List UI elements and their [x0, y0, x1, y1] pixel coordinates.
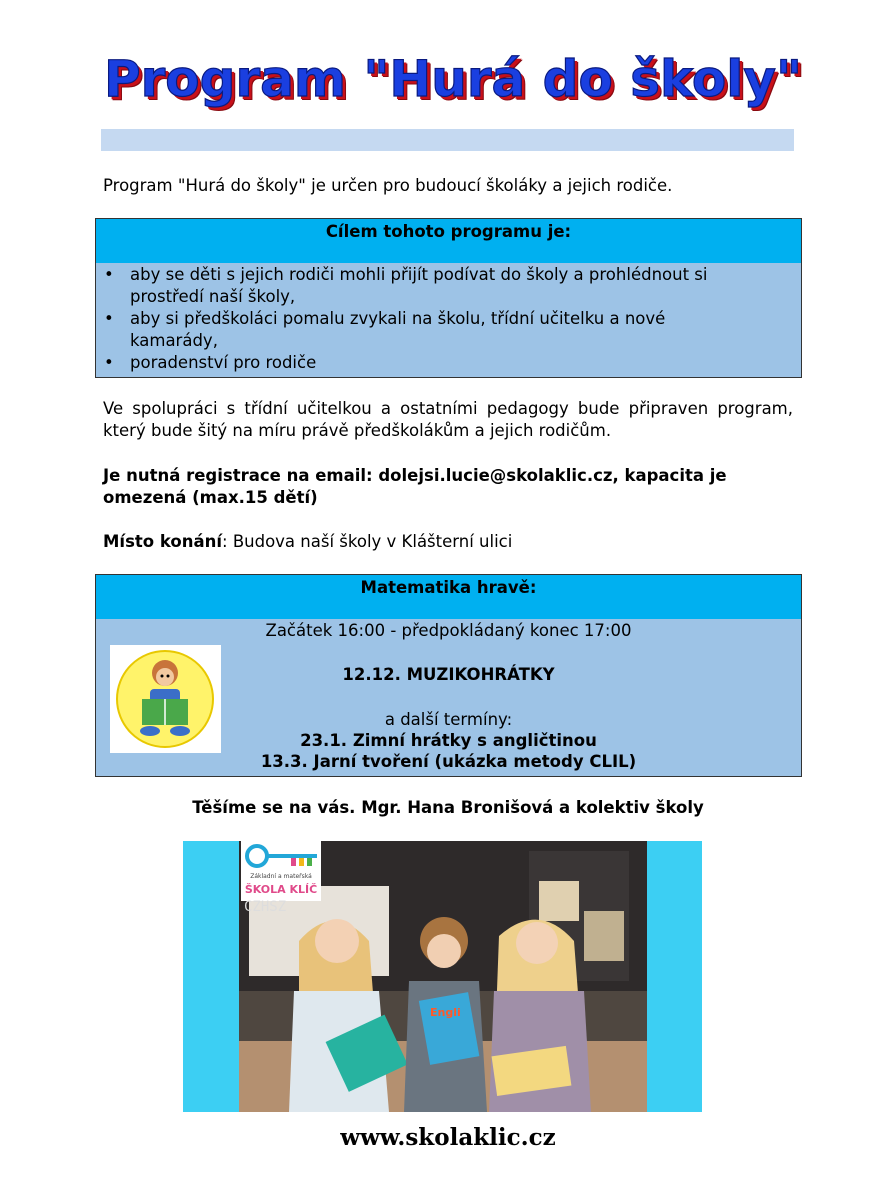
- thanks-text: Těšíme se na vás. Mgr. Hana Bronišová a kolektiv školy: [192, 798, 704, 817]
- wall-letters: CZHSZ: [244, 899, 287, 915]
- goals-body: [96, 263, 801, 377]
- goal-line: poradenství pro rodiče: [130, 353, 317, 372]
- page-title: Program "Hurá do školy": [104, 50, 802, 108]
- goal-line: prostředí naší školy,: [130, 287, 296, 306]
- math-heading: Matematika hravě:: [96, 575, 801, 619]
- website-url: www.skolaklic.cz: [340, 1124, 556, 1151]
- math-more: a další termíny:: [384, 710, 513, 729]
- goals-list: [96, 264, 801, 374]
- book-label: Engli: [430, 1006, 461, 1019]
- math-box: [95, 574, 802, 777]
- title-underline-bar: [101, 129, 794, 151]
- bullet-icon: •: [104, 353, 114, 372]
- goal-line: kamarády,: [130, 331, 218, 350]
- logo-subtitle: Základní a mateřská: [250, 873, 312, 880]
- math-time: Začátek 16:00 - předpokládaný konec 17:00: [265, 621, 632, 640]
- list-item: [96, 308, 801, 352]
- goals-box: [95, 218, 802, 378]
- place-label: Místo konání: [103, 532, 223, 551]
- children-photo-illustration: [239, 841, 647, 1112]
- goal-line: aby si předškoláci pomalu zvykali na školu, třídní učitelku a nové: [130, 309, 666, 328]
- bullet-icon: •: [104, 265, 114, 284]
- list-item: [96, 352, 801, 374]
- school-children-photo: [239, 841, 647, 1112]
- math-event: 12.12. MUZIKOHRÁTKY: [342, 665, 555, 684]
- math-body: [96, 619, 801, 776]
- place-text: [103, 531, 803, 553]
- place-value: : Budova naší školy v Klášterní ulici: [222, 532, 513, 551]
- logo-name: ŠKOLA KLÍČ: [244, 883, 318, 896]
- math-term-2: 13.3. Jarní tvoření (ukázka metody CLIL): [260, 752, 637, 771]
- cooperation-text: Ve spolupráci s třídní učitelkou a ostatními pedagogy bude připraven program, který bude šitý na míru právě předškolákům a jejich rodičům.: [103, 399, 793, 440]
- list-item: [96, 264, 801, 308]
- math-term-1: 23.1. Zimní hrátky s angličtinou: [300, 731, 597, 750]
- goals-heading: Cílem tohoto programu je:: [96, 219, 801, 263]
- bullet-icon: •: [104, 309, 114, 328]
- intro-text: Program "Hurá do školy" je určen pro budoucí školáky a jejich rodiče.: [103, 176, 673, 195]
- goal-line: aby se děti s jejich rodiči mohli přijít podívat do školy a prohlédnout si: [130, 265, 708, 284]
- registration-text: Je nutná registrace na email: dolejsi.lucie@skolaklic.cz, kapacita je omezená (max.15 dětí): [103, 466, 727, 507]
